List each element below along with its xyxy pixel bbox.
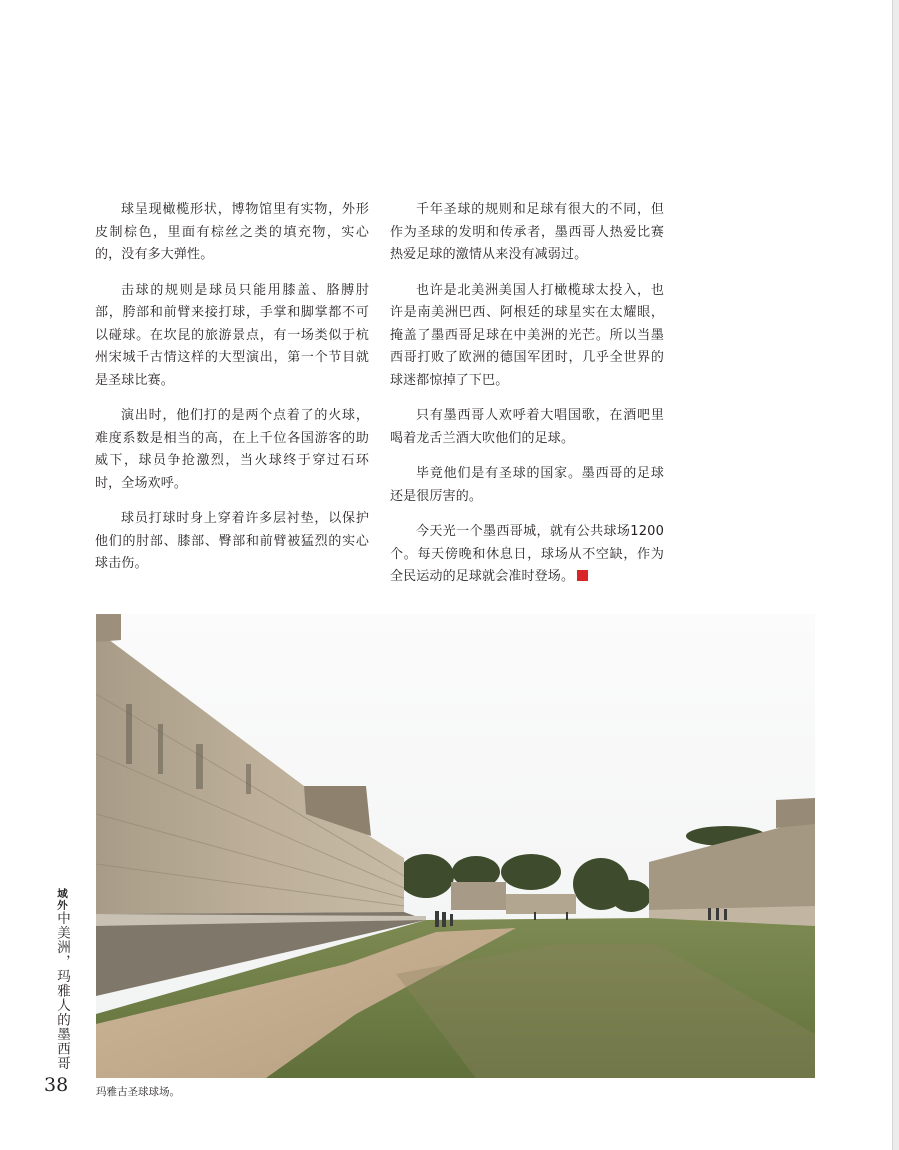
paragraph: 也许是北美洲美国人打橄榄球太投入，也许是南美洲巴西、阿根廷的球星实在太耀眼，掩盖了墨西哥足球在中美洲的光芒。所以当墨西哥打败了欧洲的德国军团时，几乎全世界的球迷都惊掉了下巴。 xyxy=(390,282,664,388)
left-text-column xyxy=(95,199,369,589)
paragraph-text: 今天光一个墨西哥城，就有公共球场1200个。每天傍晚和休息日，球场从不空缺，作为全民运动的足球就会准时登场。 xyxy=(390,524,664,584)
end-mark-icon xyxy=(577,570,588,581)
page-number: 38 xyxy=(44,1074,69,1096)
paragraph: 千年圣球的规则和足球有很大的不同，但作为圣球的发明和传承者，墨西哥人热爱比赛热爱足球的激情从来没有减弱过。 xyxy=(390,202,664,262)
article-title: 中美洲，玛雅人的墨西哥 xyxy=(54,911,70,1071)
paragraph: 演出时，他们打的是两个点着了的火球，难度系数是相当的高，在上千位各国游客的助威下，球员争抢激烈，当火球终于穿过石环时，全场欢呼。 xyxy=(95,408,369,491)
paragraph: 击球的规则是球员只能用膝盖、胳膊肘部，胯部和前臂来接打球，手掌和脚掌都不可以碰球。在坎昆的旅游景点，有一场类似于杭州宋城千古情这样的大型演出，第一个节目就是圣球比赛。 xyxy=(95,282,369,388)
photo-caption: 玛雅古圣球球场。 xyxy=(96,1086,180,1098)
right-text-column xyxy=(390,199,664,602)
ball-court-photo xyxy=(96,614,815,1078)
paragraph: 球呈现橄榄形状，博物馆里有实物，外形皮制棕色，里面有棕丝之类的填充物，实心的，没有多大弹性。 xyxy=(95,202,369,262)
section-label: 域外 xyxy=(56,888,68,911)
paragraph-last xyxy=(390,521,664,589)
paragraph: 毕竟他们是有圣球的国家。墨西哥的足球还是很厉害的。 xyxy=(390,466,664,504)
paragraph: 球员打球时身上穿着许多层衬垫，以保护他们的肘部、膝部、臀部和前臂被猛烈的实心球击伤。 xyxy=(95,511,369,571)
page-edge xyxy=(892,0,899,1150)
running-header xyxy=(50,888,72,1071)
paragraph: 只有墨西哥人欢呼着大唱国歌，在酒吧里喝着龙舌兰酒大吹他们的足球。 xyxy=(390,408,664,446)
